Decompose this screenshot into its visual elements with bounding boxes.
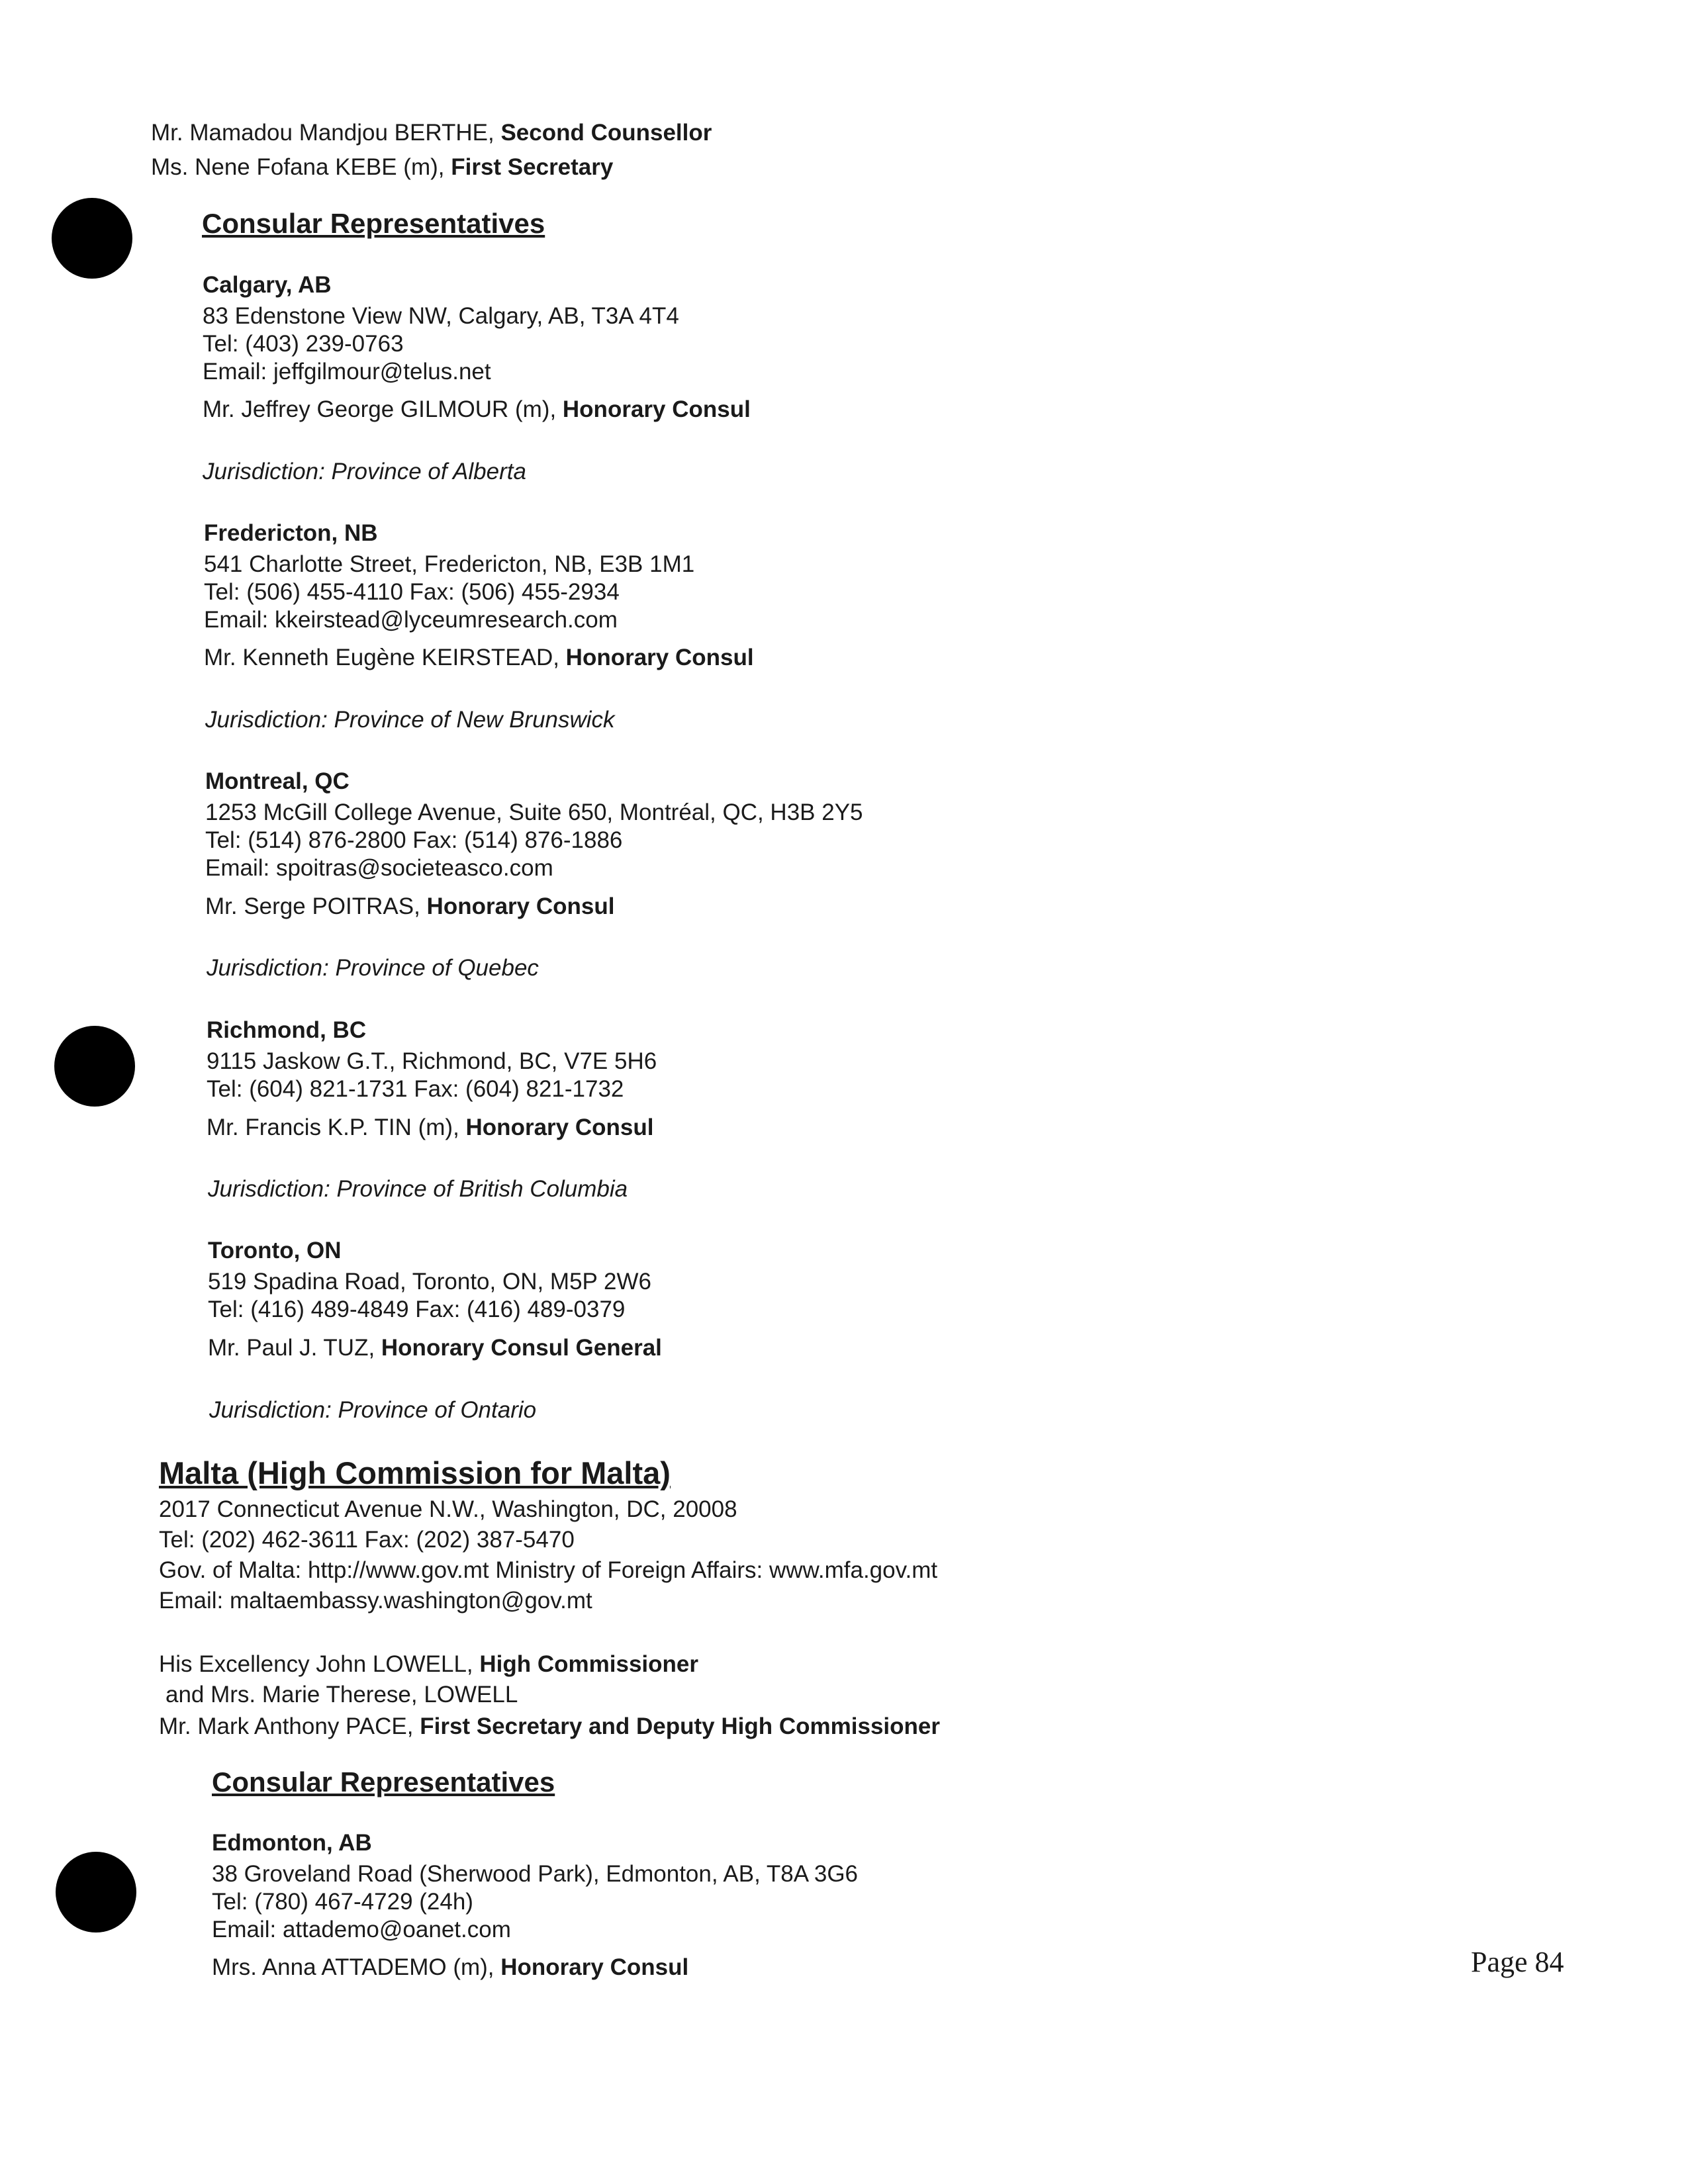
staff-name: Mr. Mamadou Mandjou BERTHE, — [151, 120, 501, 146]
consulate-email: Email: attademo@oanet.com — [212, 1917, 511, 1942]
person-name: Mrs. Anna ATTADEMO (m), — [212, 1954, 501, 1980]
punch-hole-bottom — [56, 1852, 136, 1933]
person-title: Honorary Consul — [500, 1954, 689, 1980]
person-name: His Excellency John LOWELL, — [159, 1651, 480, 1677]
staff-line — [151, 119, 712, 147]
person-title: Honorary Consul — [426, 893, 615, 919]
consulate-address: 1253 McGill College Avenue, Suite 650, Montréal, QC, H3B 2Y5 — [205, 799, 863, 825]
consulate-jurisdiction: Jurisdiction: Province of Alberta — [203, 459, 526, 484]
consulate-city: Montreal, QC — [205, 768, 350, 794]
consulate-email: Email: spoitras@societeasco.com — [205, 855, 553, 881]
consulate-city: Toronto, ON — [208, 1238, 342, 1263]
consulate-jurisdiction: Jurisdiction: Province of New Brunswick — [205, 707, 615, 733]
consulate-email: Email: jeffgilmour@telus.net — [203, 359, 491, 385]
punch-hole-top — [52, 198, 132, 279]
consulate-address: 83 Edenstone View NW, Calgary, AB, T3A 4T4 — [203, 303, 679, 329]
consulate-person — [212, 1954, 688, 1981]
section-heading: Consular Representatives — [202, 208, 545, 239]
consulate-tel: Tel: (604) 821-1731 Fax: (604) 821-1732 — [207, 1076, 624, 1102]
consulate-address: 541 Charlotte Street, Fredericton, NB, E3B 1M1 — [204, 551, 695, 577]
page-number: Page 84 — [1471, 1946, 1564, 1978]
person-title: Honorary Consul — [562, 396, 751, 422]
consulate-jurisdiction: Jurisdiction: Province of Ontario — [209, 1397, 537, 1423]
person-name: Mr. Kenneth Eugène KEIRSTEAD, — [204, 645, 566, 670]
country-heading: Malta (High Commission for Malta) — [159, 1455, 671, 1490]
person-title: First Secretary and Deputy High Commissioner — [420, 1713, 940, 1739]
consulate-person — [203, 396, 751, 424]
section-heading: Consular Representatives — [212, 1766, 555, 1797]
consulate-tel: Tel: (403) 239-0763 — [203, 331, 404, 357]
consulate-email: Email: kkeirstead@lyceumresearch.com — [204, 607, 618, 633]
spouse-line: and Mrs. Marie Therese, LOWELL — [165, 1682, 518, 1707]
consulate-tel: Tel: (514) 876-2800 Fax: (514) 876-1886 — [205, 827, 623, 853]
person-name: Mr. Francis K.P. TIN (m), — [207, 1115, 466, 1140]
consulate-person — [208, 1334, 662, 1362]
person-name: Mr. Serge POITRAS, — [205, 893, 427, 919]
person-name: Mr. Mark Anthony PACE, — [159, 1713, 420, 1739]
consulate-city: Fredericton, NB — [204, 520, 378, 546]
person-title: Honorary Consul — [565, 645, 754, 670]
consulate-tel: Tel: (780) 467-4729 (24h) — [212, 1889, 473, 1915]
consulate-jurisdiction: Jurisdiction: Province of British Columbia — [208, 1176, 628, 1202]
staff-line — [151, 154, 613, 181]
mission-gov-links: Gov. of Malta: http://www.gov.mt Ministry of Foreign Affairs: www.mfa.gov.mt — [159, 1557, 938, 1583]
person-name: Mr. Jeffrey George GILMOUR (m), — [203, 396, 563, 422]
person-title: Honorary Consul — [465, 1115, 654, 1140]
consulate-person — [205, 893, 614, 921]
consulate-city: Edmonton, AB — [212, 1830, 372, 1856]
mission-email: Email: maltaembassy.washington@gov.mt — [159, 1588, 592, 1614]
consulate-city: Richmond, BC — [207, 1017, 367, 1043]
consulate-address: 9115 Jaskow G.T., Richmond, BC, V7E 5H6 — [207, 1048, 657, 1074]
punch-hole-middle — [54, 1026, 135, 1107]
consulate-address: 38 Groveland Road (Sherwood Park), Edmonton, AB, T8A 3G6 — [212, 1861, 859, 1887]
mission-address: 2017 Connecticut Avenue N.W., Washington, DC, 20008 — [159, 1496, 737, 1522]
staff-title: First Secretary — [451, 154, 614, 180]
consulate-tel: Tel: (506) 455-4110 Fax: (506) 455-2934 — [204, 579, 620, 605]
staff-name: Ms. Nene Fofana KEBE (m), — [151, 154, 451, 180]
staff-title: Second Counsellor — [500, 120, 712, 146]
consulate-person — [207, 1114, 653, 1142]
person-title: Honorary Consul General — [381, 1335, 662, 1361]
consulate-jurisdiction: Jurisdiction: Province of Quebec — [207, 955, 539, 981]
person-title: High Commissioner — [479, 1651, 698, 1677]
consulate-tel: Tel: (416) 489-4849 Fax: (416) 489-0379 — [208, 1297, 626, 1322]
mission-tel: Tel: (202) 462-3611 Fax: (202) 387-5470 — [159, 1527, 575, 1553]
consulate-city: Calgary, AB — [203, 272, 332, 298]
consulate-person — [204, 644, 754, 672]
head-of-mission — [159, 1651, 698, 1678]
person-name: Mr. Paul J. TUZ, — [208, 1335, 381, 1361]
staff-line — [159, 1713, 940, 1741]
consulate-address: 519 Spadina Road, Toronto, ON, M5P 2W6 — [208, 1269, 651, 1295]
